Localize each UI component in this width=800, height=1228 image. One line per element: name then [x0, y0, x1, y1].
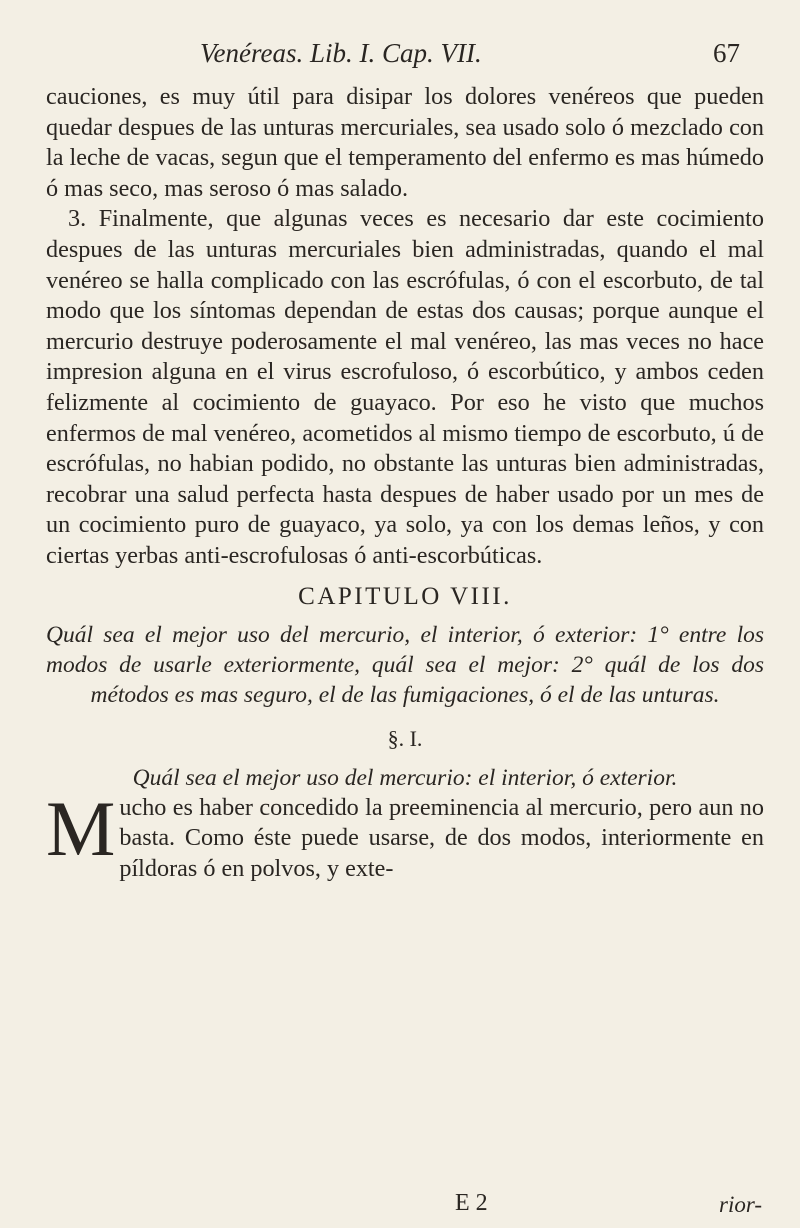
running-header — [200, 38, 740, 78]
paragraph-continuation: cauciones, es muy útil para disipar los dolores venéreos que pueden quedar despues de las unturas mercuriales, sea usado solo ó mezclado con la leche de vacas, segun que el temperamento del enfermo es mas húmedo ó mas seco, mas seroso ó mas salado. — [46, 83, 764, 202]
section-mark: §. I. — [387, 726, 423, 752]
final-paragraph — [46, 784, 764, 885]
final-paragraph-text: ucho es haber concedido la preeminencia al mercurio, pero aun no basta. Como éste puede usarse, de dos modos, interiormente en píldoras ó en polvos, y exte- — [119, 793, 764, 882]
drop-cap: M — [46, 784, 116, 872]
chapter-heading: CAPITULO VIII. — [298, 582, 512, 610]
catchword: rior- — [719, 1192, 762, 1217]
running-title: Venéreas. Lib. I. Cap. VII. — [200, 38, 482, 68]
section-title: Quál sea el mejor uso del mercurio: el interior, ó exterior. — [132, 764, 678, 791]
paragraph-item-3: 3. Finalmente, que algunas veces es necesario dar este cocimiento despues de las unturas mercuriales bien administradas, quando el mal venéreo se halla complicado con las escrófulas, ó con el escorbuto, de tal modo que los síntomas dependan de estas dos causas; porque aunque el mercurio destruye poderosamente el mal venéreo, las mas veces no hace impresion alguna en el virus escrofuloso, ó escorbútico, y ambos ceden felizmente al cocimiento de guayaco. Por eso he visto que muchos enfermos de mal venéreo, acometidos al mismo tiempo de escorbuto, ú de escrófulas, no habian podido, no obstante las unturas bien administradas, recobrar una salud perfecta hasta despues de haber usado por un mes de un cocimiento puro de guayaco, ya solo, ya con los demas leños, y con ciertas yerbas anti-escrofulosas ó anti-escorbúticas. — [46, 205, 764, 569]
body-text — [46, 82, 764, 884]
signature-mark: E 2 — [455, 1190, 488, 1216]
page-number: 67 — [713, 38, 740, 68]
chapter-summary: Quál sea el mejor uso del mercurio, el interior, ó exterior: 1° entre los modos de usarle exteriormente, quál sea el mejor: 2° quál de los dos métodos es mas seguro, el de las fumigaciones, ó el de las unturas. — [46, 622, 764, 709]
